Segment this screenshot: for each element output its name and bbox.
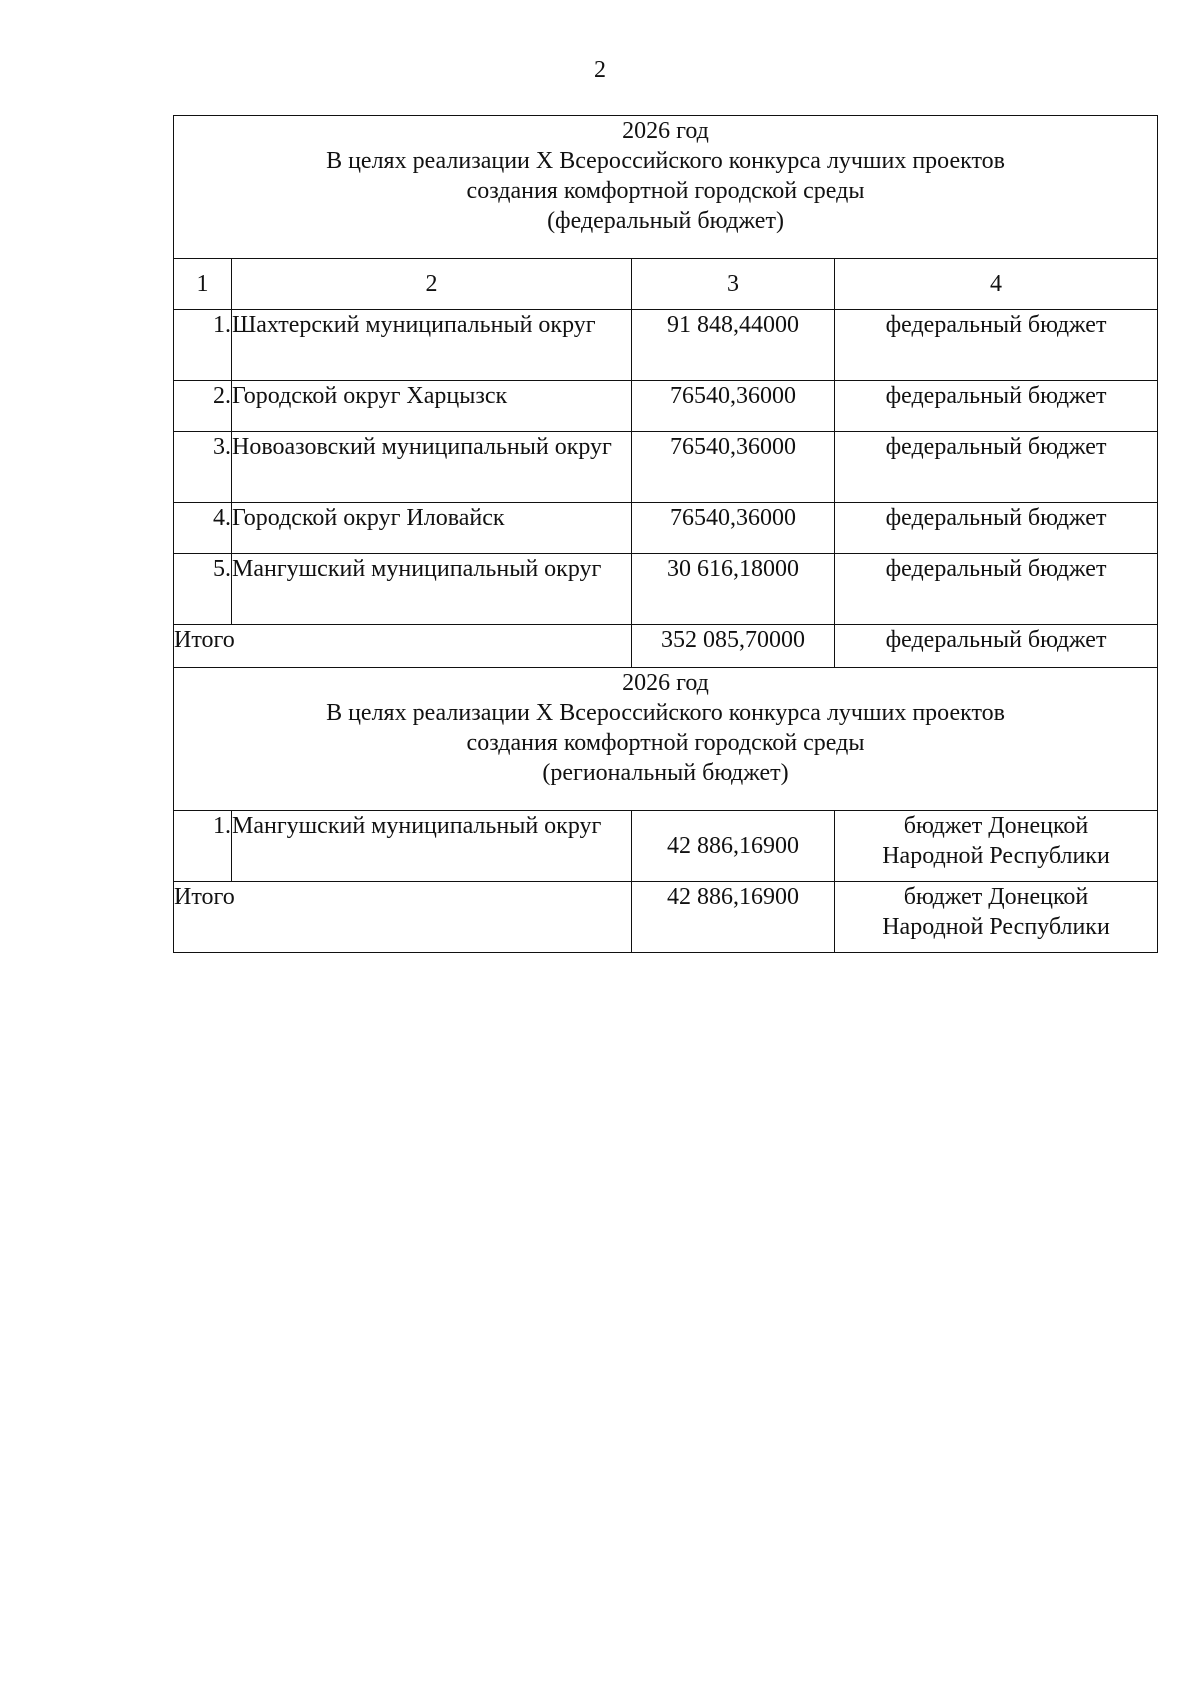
- budget-source-line2: Народной Республики: [882, 843, 1110, 869]
- budget-table: [173, 115, 1158, 953]
- federal-section-header-row: [174, 116, 1158, 259]
- regional-section-line3: (региональный бюджет): [542, 760, 789, 786]
- budget-source: федеральный бюджет: [835, 503, 1158, 554]
- row-number: 1.: [174, 310, 232, 381]
- table-row: [174, 432, 1158, 503]
- column-header-2: 2: [232, 259, 632, 310]
- federal-section-year: 2026 год: [622, 118, 709, 144]
- total-budget-source-line2: Народной Республики: [882, 914, 1110, 940]
- total-label: Итого: [174, 882, 632, 953]
- federal-section-line3: (федеральный бюджет): [547, 208, 784, 234]
- row-number: 4.: [174, 503, 232, 554]
- budget-source: федеральный бюджет: [835, 554, 1158, 625]
- amount: 76540,36000: [632, 432, 835, 503]
- row-number: 2.: [174, 381, 232, 432]
- municipality-name: Мангушский муниципальный округ: [232, 554, 632, 625]
- total-label: Итого: [174, 625, 632, 668]
- total-budget-source-line1: бюджет Донецкой: [903, 884, 1089, 910]
- regional-section-year: 2026 год: [622, 670, 709, 696]
- municipality-name: Городской округ Харцызск: [232, 381, 632, 432]
- amount: 76540,36000: [632, 381, 835, 432]
- municipality-name: Городской округ Иловайск: [232, 503, 632, 554]
- budget-source: федеральный бюджет: [835, 432, 1158, 503]
- column-header-3: 3: [632, 259, 835, 310]
- total-amount: 42 886,16900: [632, 882, 835, 953]
- table-row: [174, 310, 1158, 381]
- row-number: 3.: [174, 432, 232, 503]
- table-row: [174, 554, 1158, 625]
- table-row: [174, 503, 1158, 554]
- amount: 76540,36000: [632, 503, 835, 554]
- amount: 42 886,16900: [632, 811, 835, 882]
- total-budget-source: [835, 882, 1158, 953]
- regional-section-header: [174, 668, 1158, 811]
- federal-total-row: [174, 625, 1158, 668]
- page-number: 2: [594, 57, 606, 83]
- regional-total-row: [174, 882, 1158, 953]
- budget-source: [835, 811, 1158, 882]
- federal-section-line1: В целях реализации X Всероссийского конкурса лучших проектов: [326, 148, 1005, 174]
- table-row: [174, 811, 1158, 882]
- municipality-name: Шахтерский муниципальный округ: [232, 310, 632, 381]
- budget-source-line1: бюджет Донецкой: [903, 813, 1089, 839]
- amount: 91 848,44000: [632, 310, 835, 381]
- regional-section-line2: создания комфортной городской среды: [466, 730, 865, 756]
- municipality-name: Новоазовский муниципальный округ: [232, 432, 632, 503]
- row-number: 1.: [174, 811, 232, 882]
- federal-section-line2: создания комфортной городской среды: [466, 178, 865, 204]
- column-header-1: 1: [174, 259, 232, 310]
- federal-section-header: [174, 116, 1158, 259]
- budget-source: федеральный бюджет: [835, 310, 1158, 381]
- budget-source: федеральный бюджет: [835, 381, 1158, 432]
- amount: 30 616,18000: [632, 554, 835, 625]
- municipality-name: Мангушский муниципальный округ: [232, 811, 632, 882]
- row-number: 5.: [174, 554, 232, 625]
- column-header-4: 4: [835, 259, 1158, 310]
- regional-section-line1: В целях реализации X Всероссийского конкурса лучших проектов: [326, 700, 1005, 726]
- regional-section-header-row: [174, 668, 1158, 811]
- table-row: [174, 381, 1158, 432]
- column-header-row: [174, 259, 1158, 310]
- total-budget-source: федеральный бюджет: [835, 625, 1158, 668]
- total-amount: 352 085,70000: [632, 625, 835, 668]
